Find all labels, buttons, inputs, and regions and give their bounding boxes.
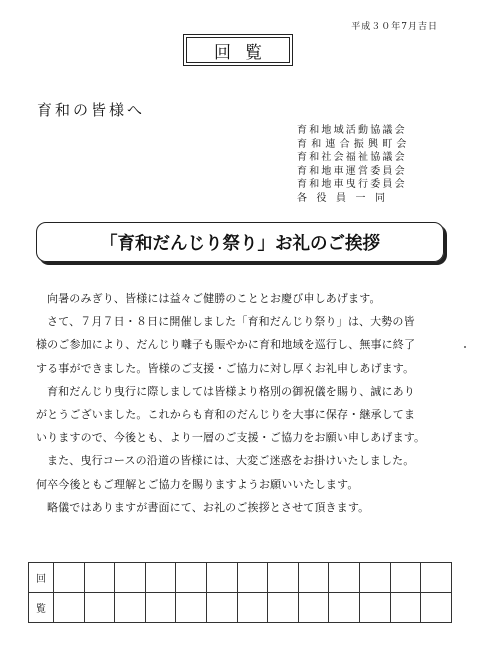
stamp-cell[interactable]	[359, 593, 390, 623]
stamp-cell[interactable]	[390, 593, 421, 623]
body-line: がとうございました。これからも育和のだんじりを大事に保存・継承してま	[36, 408, 416, 422]
body-line: 育和だんじり曳行に際しましては皆様より格別の御祝儀を賜り、誠にあり	[47, 384, 415, 398]
sender-line: 育和社会福祉協議会	[297, 152, 407, 163]
stamp-cell[interactable]	[421, 593, 452, 623]
sender-line: 育和地域活動協議会	[297, 125, 407, 136]
stamp-cell[interactable]	[298, 593, 329, 623]
stamp-cell[interactable]	[237, 593, 268, 623]
sender-line: 育和地車曳行委員会	[297, 179, 407, 190]
stamp-cell[interactable]	[329, 593, 360, 623]
letter-body	[36, 287, 448, 519]
body-line: また、曳行コースの沿道の皆様には、大変ご迷惑をお掛けいたしました。	[47, 454, 415, 468]
stamp-cell[interactable]	[84, 563, 115, 593]
body-line: 何卒今後ともご理解とご協力を賜りますようお願いいたします。	[36, 477, 359, 491]
stamp-cell[interactable]	[329, 563, 360, 593]
stamp-cell[interactable]	[54, 593, 85, 623]
sender-line: 育和連合振興町会	[297, 138, 411, 150]
circular-heading: 回覧	[186, 37, 290, 63]
stamp-cell[interactable]	[237, 563, 268, 593]
stamp-cell[interactable]	[176, 563, 207, 593]
salutation: 育和の皆様へ	[37, 101, 146, 119]
table-row	[29, 593, 452, 623]
stamp-cell[interactable]	[145, 593, 176, 623]
document-date: 平成３０年7月吉日	[351, 22, 438, 32]
stamp-cell[interactable]	[54, 563, 85, 593]
body-line: 様のご参加により、だんじり囃子も賑やかに育和地域を巡行し、無事に終了	[36, 338, 416, 352]
sender-list	[297, 124, 411, 205]
sender-line: 各役員一同	[297, 192, 395, 204]
main-title: 「育和だんじり祭り」お礼のご挨拶	[36, 222, 444, 262]
stamp-cell[interactable]	[298, 563, 329, 593]
stamp-cell[interactable]	[176, 593, 207, 623]
table-label-top: 回	[29, 563, 54, 593]
stamp-cell[interactable]	[145, 563, 176, 593]
sender-line: 育和地車運営委員会	[297, 165, 407, 177]
body-line: いりますので、今後とも、より一層のご支援・ご協力をお願い申しあげます。	[36, 431, 426, 445]
body-line: 向暑のみぎり、皆様には益々ご健勝のこととお慶び申しあげます。	[47, 292, 381, 305]
body-line: 略儀ではありますが書面にて、お礼のご挨拶とさせて頂きます。	[47, 500, 370, 514]
stamp-cell[interactable]	[268, 593, 299, 623]
table-label-bottom: 覧	[29, 593, 54, 623]
stamp-cell[interactable]	[206, 563, 237, 593]
stamp-cell[interactable]	[115, 593, 146, 623]
stamp-cell[interactable]	[390, 563, 421, 593]
circulation-stamp-table	[28, 562, 452, 623]
scan-speck	[464, 346, 466, 348]
body-line: する事ができました。皆様のご支援・ご協力に対し厚くお礼申しあげます。	[36, 361, 415, 375]
stamp-cell[interactable]	[268, 563, 299, 593]
body-line: さて、７月７日・８日に開催しました「育和だんじり祭り」は、大勢の皆	[47, 315, 415, 329]
stamp-cell[interactable]	[421, 563, 452, 593]
table-row	[29, 563, 452, 593]
stamp-cell[interactable]	[359, 563, 390, 593]
stamp-cell[interactable]	[206, 593, 237, 623]
stamp-cell[interactable]	[84, 593, 115, 623]
stamp-cell[interactable]	[115, 563, 146, 593]
